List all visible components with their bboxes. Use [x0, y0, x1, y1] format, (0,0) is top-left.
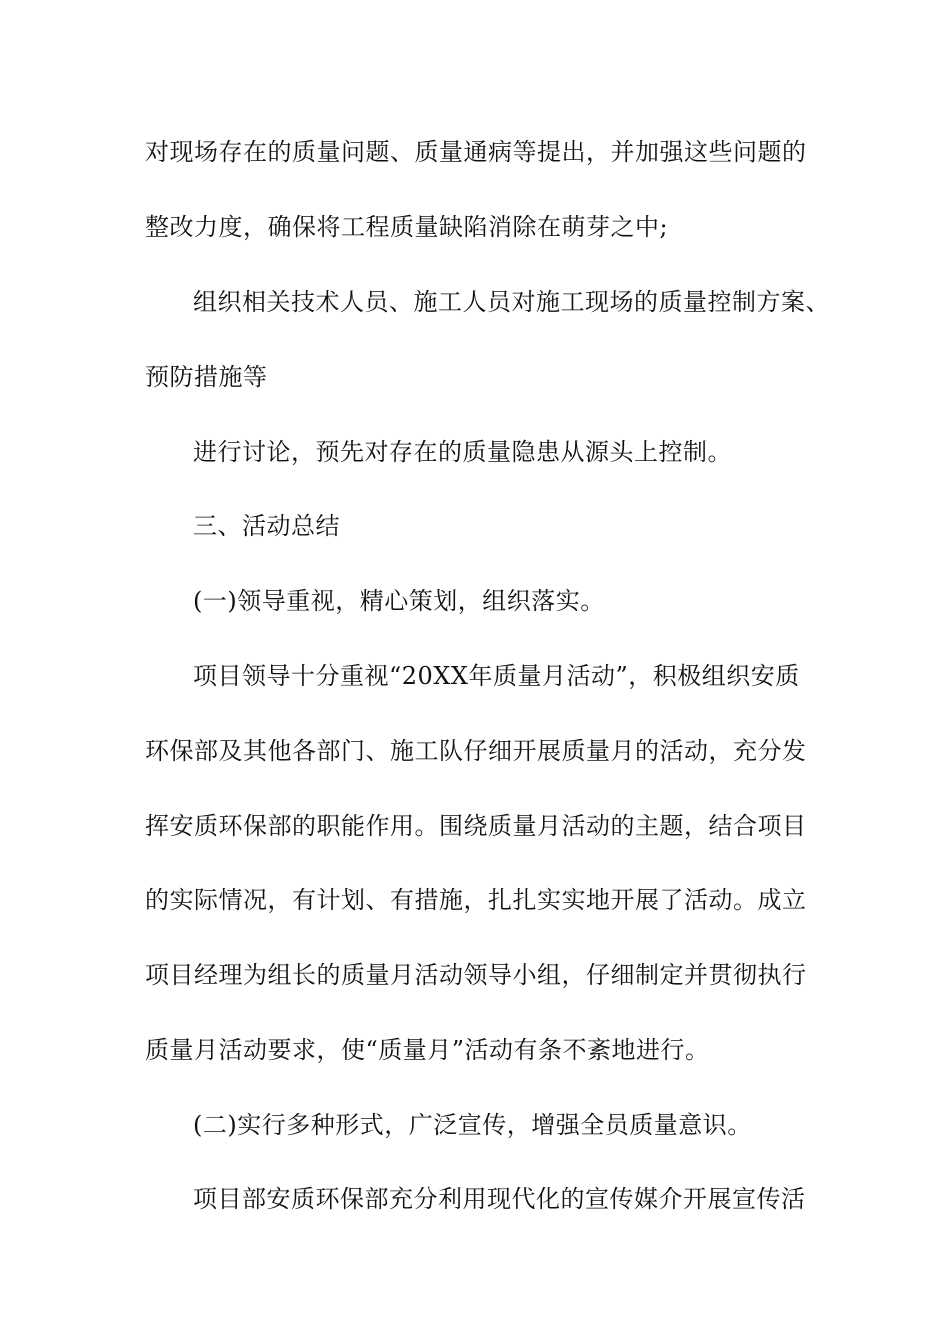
text-line: 整改力度，确保将工程质量缺陷消除在萌芽之中; [145, 213, 669, 241]
text-line: 的实际情况，有计划、有措施，扎扎实实地开展了活动。成立 [145, 886, 807, 914]
text-line: 质量月活动要求，使“质量月”活动有条不紊地进行。 [145, 1036, 710, 1064]
paragraph-first-line: 项目部安质环保部充分利用现代化的宣传媒介开展宣传活 [193, 1185, 806, 1213]
paragraph-first-line: 组织相关技术人员、施工人员对施工现场的质量控制方案、 [193, 288, 830, 316]
subsection-heading: (二)实行多种形式，广泛宣传，增强全员质量意识。 [193, 1111, 752, 1139]
text-line: 项目经理为组长的质量月活动领导小组，仔细制定并贯彻执行 [145, 961, 807, 989]
text-line: 挥安质环保部的职能作用。围绕质量月活动的主题，结合项目 [145, 812, 807, 840]
text-line: 对现场存在的质量问题、质量通病等提出，并加强这些问题的 [145, 138, 807, 166]
subsection-heading: (一)领导重视，精心策划，组织落实。 [193, 587, 605, 615]
paragraph-first-line: 项目领导十分重视“20XX年质量月活动”，积极组织安质 [193, 662, 800, 690]
section-heading: 三、活动总结 [193, 512, 340, 540]
text-line: 环保部及其他各部门、施工队仔细开展质量月的活动，充分发 [145, 737, 807, 765]
text-line: 预防措施等 [145, 363, 268, 391]
paragraph-first-line: 进行讨论，预先对存在的质量隐患从源头上控制。 [193, 438, 732, 466]
